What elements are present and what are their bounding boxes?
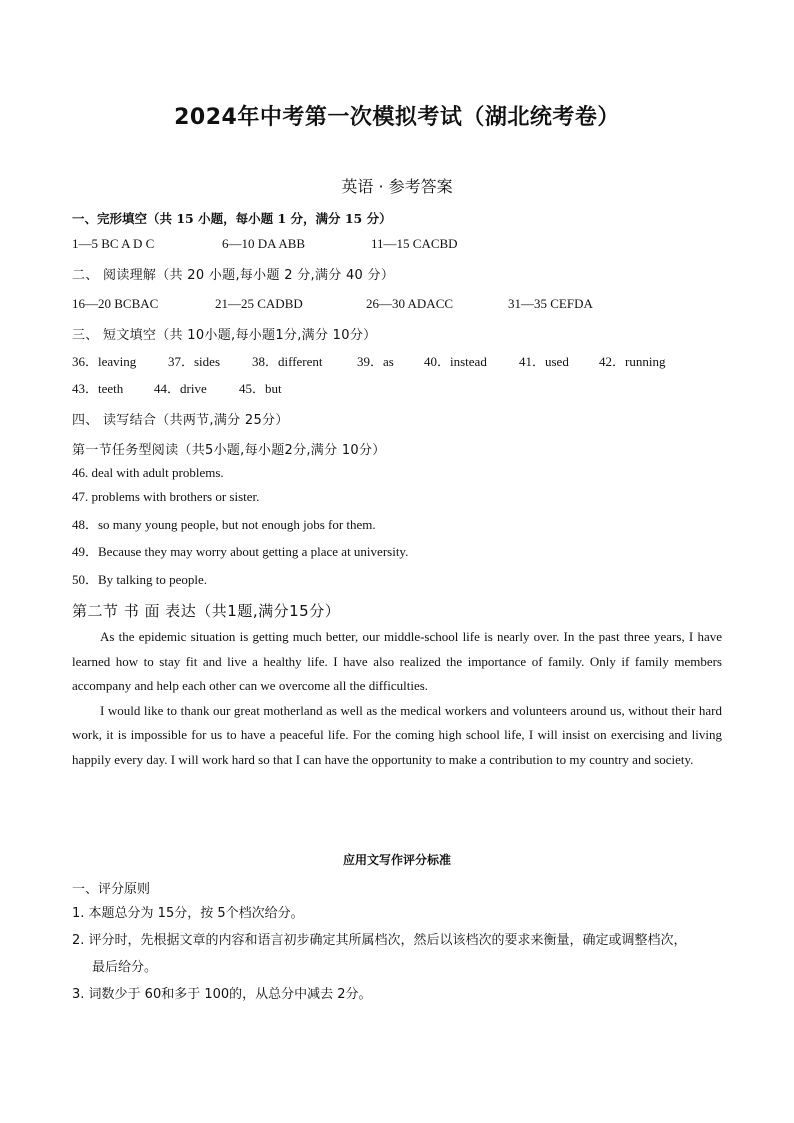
task-answer: 50．By talking to people. (72, 572, 208, 587)
model-essay (72, 625, 722, 772)
task-answer: 48．so many young people, but not enough jobs for them. (72, 517, 376, 532)
task-answer: 47. problems with brothers or sister. (72, 489, 260, 504)
rubric-rules (72, 900, 732, 1008)
part3-answer: 42．running (599, 354, 666, 369)
part3-answer: 43．teeth (72, 381, 124, 396)
part1-heading: 一、完形填空（共 15 小题，每小题 1 分，满分 15 分） (72, 211, 392, 226)
rubric-rule: 1. 本题总分为 15分，按 5个档次给分。 (72, 906, 304, 921)
rubric-rule-continued: 最后给分。 (92, 960, 158, 975)
page-subtitle: 英语 · 参考答案 (341, 177, 453, 196)
part3-answer: 38．different (252, 354, 323, 369)
task-answer: 46. deal with adult problems. (72, 465, 224, 480)
task-answer: 49．Because they may worry about getting a place at university. (72, 544, 409, 559)
part3-answer: 40．instead (424, 354, 487, 369)
part4-heading: 四、 读写结合（共两节,满分 25分） (72, 413, 289, 428)
part2-answer: 31—35 CEFDA (508, 296, 593, 311)
rubric-rule: 2. 评分时，先根据文章的内容和语言初步确定其所属档次，然后以该档次的要求来衡量，确定或调整档次， (72, 933, 687, 948)
rubric-title: 应用文写作评分标准 (342, 853, 451, 867)
part4-section2-heading: 第二节 书 面 表达（共1题,满分15分） (72, 602, 341, 620)
part3-heading: 三、 短文填空（共 10小题,每小题1分,满分 10分） (72, 328, 377, 343)
part3-answer: 36．leaving (72, 354, 137, 369)
page-title: 2024年中考第一次模拟考试（湖北统考卷） (174, 105, 620, 130)
part4-section1-heading: 第一节任务型阅读（共5小题,每小题2分,满分 10分） (72, 443, 386, 458)
part2-answer: 26—30 ADACC (366, 296, 454, 311)
part1-answer: 6—10 DA ABB (222, 236, 306, 251)
essay-paragraph: As the epidemic situation is getting much better, our middle-school life is nearly over. In the past three years, I have learned how to stay fit and live a healthy life. I have also realized the importance of family. Only if family members accompany and help each other can we overcome all the difficulties. (72, 629, 722, 693)
part2-answer: 21—25 CADBD (215, 296, 303, 311)
part3-answer: 44．drive (154, 381, 207, 396)
rubric-rule: 3. 词数少于 60和多于 100的，从总分中减去 2分。 (72, 987, 372, 1002)
part2-heading: 二、 阅读理解（共 20 小题,每小题 2 分,满分 40 分） (72, 268, 395, 283)
part1-answer: 11—15 CACBD (371, 236, 458, 251)
part3-answer: 37．sides (168, 354, 221, 369)
part3-answer: 41．used (519, 354, 569, 369)
part3-answer: 45．but (239, 381, 282, 396)
essay-paragraph: I would like to thank our great motherland as well as the medical workers and volunteers around us, without their hard work, it is impossible for us to have a peaceful life. For the coming high school life, I will insist on exercising and living happily every day. I will work hard so that I can have the opportunity to make a contribution to my country and society. (72, 702, 722, 767)
part3-answer: 39．as (357, 354, 394, 369)
rubric-heading: 一、评分原则 (72, 882, 151, 897)
part1-answer: 1—5 BC A D C (72, 236, 155, 251)
part2-answer: 16—20 BCBAC (72, 296, 159, 311)
